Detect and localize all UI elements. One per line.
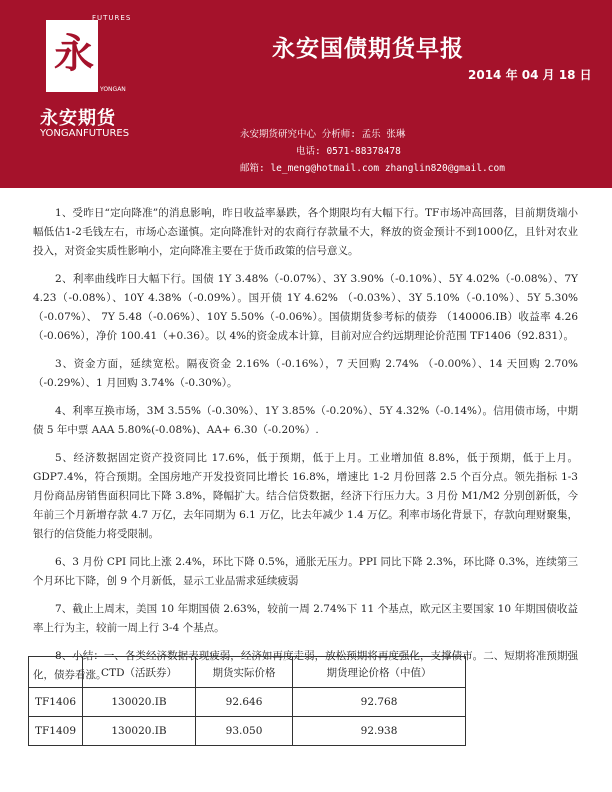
- table-row: [29, 688, 466, 717]
- table-row: [29, 717, 466, 746]
- logo-company-en: YONGANFUTURES: [40, 128, 130, 139]
- table-cell: 93.050: [196, 717, 293, 746]
- paragraph-2: 2、利率曲线昨日大幅下行。国债 1Y 3.48%（-0.07%）、3Y 3.90%（-0.10%）、5Y 4.02%（-0.08%）、7Y 4.23（-0.08%）、10Y 4.38%（-0.09%）。国开债 1Y 4.62% （-0.03%）、3Y 5.10%（-0.10%）、5Y 5.30%（-0.07%）、 7Y 5.48（-0.06%）、10Y 5.50%（-0.06%）。国债期货参考标的债券 （140006.IB）收益率 4.26（-0.06%），净价 100.41（+0.36）。以 4%的资金成本计算，目前对应合约远期理论价范围 TF1406（92.831）。: [33, 273, 578, 342]
- table-header-cell: [29, 657, 83, 688]
- logo-futures-text: FUTURES: [92, 14, 132, 22]
- logo-glyph: 永: [54, 31, 94, 77]
- contact-analysts: 永安期货研究中心 分析师: 孟乐 张琳: [240, 129, 406, 140]
- paragraph-3: 3、资金方面，延续宽松。隔夜资金 2.16%（-0.16%），7 天回购 2.74% （-0.00%）、14 天回购 2.70%（-0.29%）、1 月回购 3.74%（-0.30%）。: [33, 358, 578, 389]
- contact-email: 邮箱: le_meng@hotmail.com zhanglin820@gmail.com: [240, 163, 505, 174]
- table-header-row: [29, 657, 466, 688]
- table-cell: 130020.IB: [83, 688, 196, 717]
- report-date: 2014 年 04 月 18 日: [468, 68, 592, 82]
- contact-phone: 电话: 0571-88378478: [296, 146, 401, 157]
- paragraph-7: 7、截止上周末，美国 10 年期国债 2.63%，较前一周 2.74%下 11 个基点，欧元区主要国家 10 年期国债收益率上行为主，较前一周上行 3-4 个基点。: [33, 603, 578, 634]
- report-header: [0, 0, 612, 188]
- paragraph-8: 8、小结：一、各类经济数据表现疲弱，经济如再度走弱，放松预期将再度强化，支撑债市。二、短期将准预期强化，债券看涨。: [33, 650, 578, 681]
- table-cell: 130020.IB: [83, 717, 196, 746]
- table-header-cell: CTD（活跃券）: [83, 657, 196, 688]
- report-body: [33, 204, 578, 694]
- table-cell: 92.938: [293, 717, 466, 746]
- report-title: 永安国债期货早报: [272, 35, 464, 62]
- table-cell: TF1406: [29, 688, 83, 717]
- logo-yongan-small: YONGAN: [100, 86, 126, 93]
- paragraph-5: 5、经济数据固定资产投资同比 17.6%，低于预期，低于上月。工业增加值 8.8%，低于预期，低于上月。GDP7.4%，符合预期。全国房地产开发投资同比增长 16.8%，增速比 1-2 月份回落 2.5 个百分点。领先指标 1-3 月份商品房销售面积同比下降 3.8%，降幅扩大。结合信贷数据，经济下行压力大。3 月份 M1/M2 分别创新低，今年前三个月新增存款 4.7 万亿，去年同期为 6.1 万亿，比去年减少 1.4 万亿。利率市场化背景下，存款向理财聚集，银行的信贷能力将受限制。: [33, 452, 578, 540]
- table-cell: 92.768: [293, 688, 466, 717]
- logo-company-cn: 永安期货: [40, 108, 116, 129]
- futures-price-table: [28, 656, 466, 746]
- paragraph-1: 1、受昨日“定向降准”的消息影响，昨日收益率暴跌，各个期限均有大幅下行。TF市场冲高回落，目前期货端小幅低估1-2毛钱左右，市场心态谨慎。定向降准针对的农商行存款量不大，释放的资金预计不到1000亿，且针对农业投入，对资金实质性影响小，定向降准主要在于货币政策的信号意义。: [33, 207, 578, 257]
- table-header-cell: 期货理论价格（中值）: [293, 657, 466, 688]
- table-cell: 92.646: [196, 688, 293, 717]
- table-cell: TF1409: [29, 717, 83, 746]
- table-header-cell: 期货实际价格: [196, 657, 293, 688]
- paragraph-6: 6、3 月份 CPI 同比上涨 2.4%，环比下降 0.5%，通胀无压力。PPI 同比下降 2.3%，环比降 0.3%，连续第三个月环比下降，创 9 个月新低，显示工业品需求延续疲弱: [33, 556, 578, 587]
- paragraph-4: 4、利率互换市场，3M 3.55%（-0.30%）、1Y 3.85%（-0.20%）、5Y 4.32%（-0.14%）。信用债市场，中期债 5 年中票 AAA 5.80%(-0.08%)、AA+ 6.30（-0.20%）.: [33, 405, 578, 436]
